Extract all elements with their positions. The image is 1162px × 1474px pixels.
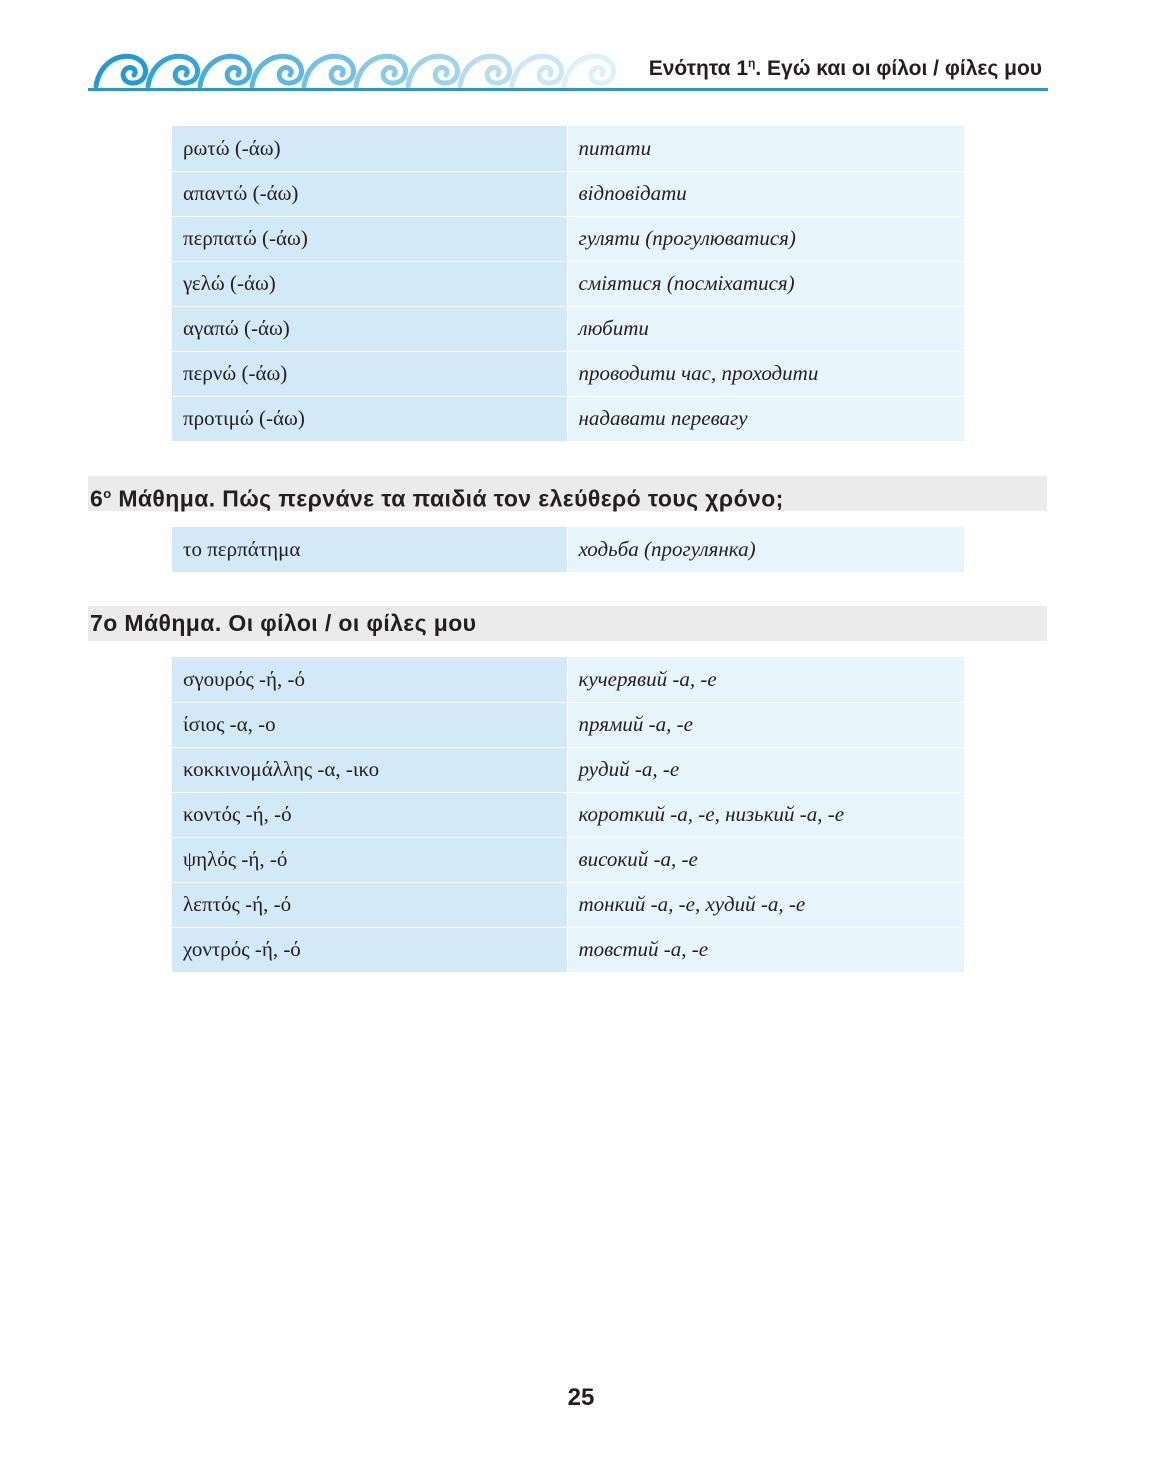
greek-term: λεπτός -ή, -ό [172,882,567,927]
lesson-7-heading [88,606,1047,641]
unit-name: . Εγώ και οι φίλοι / φίλες μου [755,57,1042,80]
wave-curl-icon [460,56,510,86]
greek-term: περπατώ (-άω) [172,216,567,261]
greek-term: κοκκινομάλλης -α, -ικο [172,747,567,792]
table-row [172,527,964,572]
ukrainian-translation: товстий -а, -е [567,927,964,972]
table-row [172,927,964,972]
greek-term: προτιμώ (-άω) [172,396,567,441]
ukrainian-translation: відповідати [567,171,964,216]
wave-curl-icon [252,56,302,86]
table-row [172,306,964,351]
greek-term: το περπάτημα [172,527,567,572]
unit-number: Ενότητα 1 [648,57,749,80]
ukrainian-translation: надавати перевагу [567,396,964,441]
ukrainian-translation: проводити час, проходити [567,351,964,396]
lesson-6-heading [88,476,1047,511]
ukrainian-translation: високий -а, -е [567,837,964,882]
ukrainian-translation: прямий -а, -е [567,702,964,747]
unit-title [649,56,1042,81]
wave-curl-icon [304,56,354,86]
ukrainian-translation: короткий -а, -е, низький -а, -е [567,792,964,837]
wave-curl-icon [564,56,614,86]
greek-term: κοντός -ή, -ό [172,792,567,837]
lesson-number: 6 [90,485,104,512]
page-number: 25 [567,1384,595,1411]
wave-ornament-icon [88,48,618,90]
ukrainian-translation: ходьба (прогулянка) [567,527,964,572]
table-row [172,126,964,171]
ukrainian-translation: рудий -а, -е [567,747,964,792]
table-row [172,396,964,441]
greek-term: σγουρός -ή, -ό [172,657,567,702]
ukrainian-translation: кучерявий -а, -е [567,657,964,702]
lesson-title: 7ο Μάθημα. Οι φίλοι / οι φίλες μου [90,610,477,636]
lesson-sup: ο [103,486,112,501]
greek-term: ψηλός -ή, -ό [172,837,567,882]
table-row [172,747,964,792]
table-row [172,216,964,261]
wave-curl-icon [356,56,406,86]
wave-curl-icon [408,56,458,86]
ukrainian-translation: любити [567,306,964,351]
wave-curl-icon [512,56,562,86]
lesson-title: Μάθημα. Πώς περνάνε τα παιδιά τον ελεύθερό τους χρόνο; [111,485,784,512]
greek-term: ίσιος -α, -ο [172,702,567,747]
table-row [172,261,964,306]
greek-term: χοντρός -ή, -ό [172,927,567,972]
wave-curl-icon [96,56,146,86]
wave-curl-icon [148,56,198,86]
header-rule [88,88,1048,91]
ukrainian-translation: сміятися (посміхатися) [567,261,964,306]
greek-term: απαντώ (-άω) [172,171,567,216]
ukrainian-translation: питати [567,126,964,171]
vocab-table-lesson-7 [172,657,964,972]
wave-curl-icon [200,56,250,86]
greek-term: αγαπώ (-άω) [172,306,567,351]
table-row [172,657,964,702]
vocab-table-verbs [172,126,964,441]
table-row [172,882,964,927]
table-row [172,792,964,837]
table-row [172,702,964,747]
greek-term: γελώ (-άω) [172,261,567,306]
page-header [88,48,1048,94]
vocab-table-lesson-6 [172,527,964,572]
greek-term: ρωτώ (-άω) [172,126,567,171]
greek-term: περνώ (-άω) [172,351,567,396]
ukrainian-translation: тонкий -а, -е, худий -а, -е [567,882,964,927]
table-row [172,351,964,396]
ukrainian-translation: гуляти (прогулюватися) [567,216,964,261]
table-row [172,171,964,216]
unit-sup: η [748,56,756,70]
table-row [172,837,964,882]
